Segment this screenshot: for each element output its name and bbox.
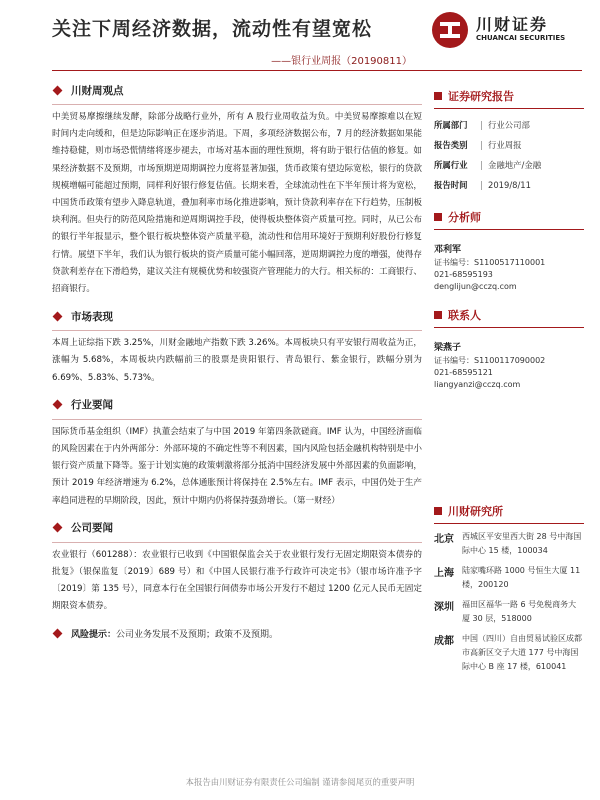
square-bullet-icon [434,213,442,221]
contact-card [434,342,584,391]
diamond-bullet-icon [53,85,63,95]
office-city: 北京 [434,534,454,545]
section-industry-news [52,397,422,510]
section-body: 本周上证综指下跌 3.25%，川财金融地产指数下跌 3.26%。本周板块只有平安银行周收益为正，涨幅为 5.68%，本周板块内跌幅前三的股票是贵阳银行、青岛银行、紫金银行，跌幅分别为 6.69%、5.83%、5.73%。 [52,338,422,383]
page-footer: 本报告由川财证券有限责任公司编制 谨请参阅尾页的重要声明 [185,777,415,787]
info-row: 报告时间 | 2019/8/11 [434,180,531,190]
analyst-name: 邓利军 [434,245,462,255]
info-row: 所属部门 | 行业公司部 [434,120,530,130]
analyst-phone: 021-68595193 [434,270,493,279]
sidebar [434,88,584,680]
section-body: 国际货币基金组织（IMF）执董会结束了与中国 2019 年第四条款磋商。IMF 认为，中国经济面临的风险因素在于内外两部分：外部环境的不确定性等不利因素，国内风险包括金融机构特别是中小银行资产质量下降等。鉴于计划实施的政策刺激将部分抵消中国经济发展中外部因素的负面影响，预计 2019 年经济增速为 6.2%，总体通胀预计将保持在 2.5%左右。IMF 表示，中国仍处于生产率趋同进程的早期阶段，因此，预计中期内仍将保持强劲增长。（第一财经） [52,426,422,506]
office-city: 成都 [434,636,454,647]
sidebar-divider [434,108,584,109]
diamond-bullet-icon [53,523,63,533]
sidebar-divider [434,327,584,328]
diamond-bullet-icon [53,629,63,639]
info-row: 报告类别 | 行业周报 [434,140,522,150]
contact-phone: 021-68595121 [434,368,493,377]
office-address [434,564,584,592]
office-addr: 西城区平安里西大街 28 号中海国际中心 15 楼，100034 [462,532,582,555]
office-address [434,632,584,674]
info-row: 所属行业 | 金融地产/金融 [434,160,542,170]
section-heading: 市场表现 [71,310,113,323]
office-addr: 陆家嘴环路 1000 号恒生大厦 11 楼，200120 [462,566,581,589]
contact-email[interactable]: liangyanzi@cczq.com [434,380,521,389]
office-addr: 中国（四川）自由贸易试验区成都市高新区交子大道 177 号中海国际中心 B 座 17 楼，610041 [462,634,582,671]
section-divider [52,419,422,420]
analyst-email[interactable]: denglijun@cczq.com [434,282,517,291]
square-bullet-icon [434,92,442,100]
sidebar-divider [434,229,584,230]
office-addr: 福田区福华一路 6 号免税商务大厦 30 层，518000 [462,600,577,623]
risk-warning [52,626,422,642]
logo-mark-icon [432,12,468,48]
section-divider [52,330,422,331]
sidebar-divider [434,523,584,524]
report-subtitle: ——银行业周报（20190811） [271,56,412,67]
section-market-performance [52,308,422,387]
section-divider [52,104,422,105]
section-heading: 公司要闻 [71,522,113,535]
office-address [434,530,584,558]
logo-text-cn: 川财证券 [476,15,549,34]
brand-logo [432,10,582,50]
diamond-bullet-icon [53,400,63,410]
contact-name: 梁燕子 [434,343,462,353]
analyst-license: 证书编号：S1100517110001 [434,258,546,267]
report-title: 关注下周经济数据，流动性有望宽松 [52,18,373,40]
section-body: 中美贸易摩擦继续发酵，除部分战略行业外，所有 A 股行业周收益为负。中美贸易摩擦难以在短时间内走向缓和，但是边际影响正在逐步消退。下周，多项经济数据公布，7 月的经济数据如果能维持稳健，则市场恐慌情绪将逐步褪去，市场对基本面的理性预期，将有助于银行估值的修复。如果经济数据不及预期，市场预期逆周期调控力度将显著加强，货币政策有望边际宽松，银行的贷款规模增幅可能超过预期，同样利好银行修复估值。长期来看，全球流动性在下半年预计将为宽松，中国货币政策有望步入降息轨道，叠加利率市场化推进影响，预计贷款利率存在下行趋势，压制板块利润。但央行的防范风险措施和逆周期调控手段，使得板块整体资产质量可控。同时，从已公布的银行半年报显示，整个银行板块整体资产质量平稳，流动性和信用环境好于预期利好股份行修复行情。展望下半年，我们认为银行板块的资产质量可能小幅回落，逆周期调控力度的增强，使得存贷款利差存在下滑趋势，建议关注有规模优势和较强资产管理能力的大行。相关标的：工商银行、招商银行。 [52,112,422,295]
main-content [52,82,422,642]
diamond-bullet-icon [53,311,63,321]
square-bullet-icon [434,507,442,515]
risk-label: 风险提示： [71,630,117,641]
office-address [434,598,584,626]
header-divider [52,70,582,71]
section-divider [52,542,422,543]
section-company-news [52,520,422,616]
risk-text: 公司业务发展不及预期；政策不及预期。 [116,630,279,641]
logo-text-en: CHUANCAI SECURITIES [476,34,566,42]
square-bullet-icon [434,311,442,319]
office-city: 上海 [434,568,454,579]
contact-license: 证书编号：S1100117090002 [434,356,546,365]
sidebar-heading-analyst: 分析师 [448,211,481,224]
section-weekly-view [52,82,422,298]
analyst-card [434,244,584,293]
office-city: 深圳 [434,602,454,613]
section-body: 农业银行（601288）：农业银行已收到《中国银保监会关于农业银行发行无固定期限资本债券的批复》（银保监复〔2019〕689 号）和《中国人民银行准予行政许可决定书》（银市场许准予字〔2019〕第 135 号），同意本行在全国银行间债券市场公开发行不超过 1200 亿元人民币无固定期限资本债券。 [52,549,422,612]
sidebar-heading-report: 证券研究报告 [448,90,514,103]
section-heading: 行业要闻 [71,399,113,412]
section-heading: 川财周观点 [71,84,124,97]
sidebar-heading-contact: 联系人 [448,309,481,322]
sidebar-heading-institute: 川财研究所 [448,505,503,518]
